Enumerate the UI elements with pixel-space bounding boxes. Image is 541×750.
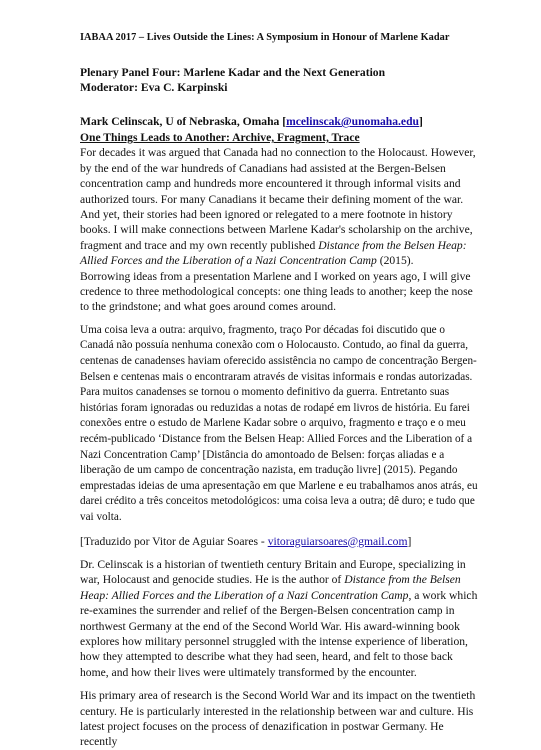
bio-text-continued: , a work which re-examines the surrender and relief of the Bergen-Belsen concentration camp in northwest Germany at the end of the Second World War. His award-winning book explores how military personnel struggled with the intense experience of liberation, how they attempted to describe what they had seen, heard, and felt to those back home, and how their lives were ultimately transformed by the encounter. (80, 588, 478, 679)
presenter-name: Mark Celinscak, U of Nebraska, Omaha [ (80, 115, 287, 128)
bio-text: Dr. Celinscak is a historian of twentieth century Britain and Europe, specializing in war, Holocaust and genocide studies. He is the author of (80, 558, 466, 587)
presenter-email-link[interactable]: mcelinscak@unomaha.edu (286, 115, 419, 128)
panel-title: Plenary Panel Four: Marlene Kadar and the Next Generation (80, 66, 386, 79)
translator-bracket: ] (407, 534, 412, 548)
talk-abstract-paragraph (80, 145, 480, 268)
document-body (80, 130, 480, 750)
panel-moderator: Moderator: Eva C. Karpinski (80, 81, 228, 95)
book-title: Distance from the Belsen Heap: Allied Forces and the Liberation of a Nazi Concentration Camp (80, 238, 467, 268)
bio-paragraph (80, 557, 480, 680)
talk-title: One Things Leads to Another: Archive, Fragment, Trace (80, 131, 360, 144)
talk-abstract-text: For decades it was argued that Canada had no connection to the Holocaust. However, by the end of the war hundreds of Canadians had assisted at the Bergen-Belsen concentration camp and hundreds more encountered it through informal visits and authorized tours. For many Canadians it became their defining moment of the war. And yet, their stories had been ignored or relegated to a mere footnote in history books. I will make connections between Marlene Kadar's scholarship on the archive, fragment and trace and my own recently published (80, 146, 476, 252)
presenter-line (80, 114, 500, 129)
translator-email-link[interactable]: vitoraguiarsoares@gmail.com (267, 534, 408, 548)
talk-concepts-paragraph: Borrowing ideas from a presentation Marlene and I worked on years ago, I will give credence to three methodological concepts: one thing leads to another; keep the nose to the grindstone; and what goes around comes around. (80, 269, 473, 314)
symposium-header: IABAA 2017 – Lives Outside the Lines: A Symposium in Honour of Marlene Kadar (80, 32, 450, 43)
portuguese-translation-paragraph: Uma coisa leva a outra: arquivo, fragmento, traço Por décadas foi discutido que o Canadá não possuía nenhuma conexão com o Holocausto. Contudo, ao final da guerra, centenas de canadenses haviam oferecido assistência no campo de concentração Bergen-Belsen e centenas mais o encontraram através de visitas informais e rondas autorizadas. Para muitos canadenses se tornou o momento definitivo da guerra. Entretanto suas histórias foram ignoradas ou reduzidas a notas de rodapé em livros de história. Eu farei conexões entre o estudo de Marlene Kadar sobre o arquivo, fragmento e traço e o meu recém-publicado ‘Distance from the Belsen Heap: Allied Forces and the Liberation of a Nazi Concentration Camp’ [Distância do amontoado de Belsen: forças aliadas e a liberação de um campo de concentração nazista, em tradução livre] (2015). Pegando emprestadas ideias de uma apresentação em que Marlene e eu trabalhamos anos atrás, eu darei crédito a três conceitos metodológicos: uma coisa leva a outra; dê duro; e tudo que vai volta. (80, 323, 478, 523)
panel-block (80, 65, 500, 96)
translator-name: [Traduzido por Vitor de Aguiar Soares - (80, 534, 268, 548)
translator-credit (80, 534, 480, 549)
research-paragraph: His primary area of research is the Second World War and its impact on the twentieth century. He is particularly interested in the relationship between war and culture. His latest project focuses on the process of denazification in postwar Germany. He recently (80, 689, 476, 749)
talk-abstract-year: (2015). (376, 254, 414, 268)
bio-book-title: Distance from the Belsen Heap: Allied Forces and the Liberation of a Nazi Concentration Camp (80, 573, 461, 602)
presenter-bracket: ] (418, 115, 423, 128)
